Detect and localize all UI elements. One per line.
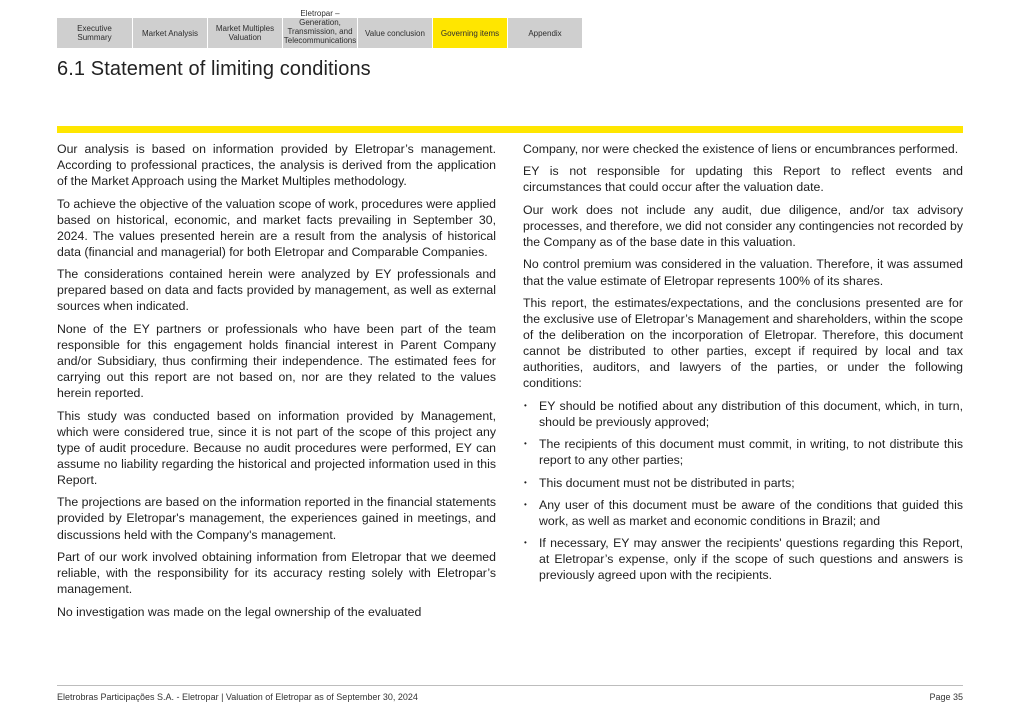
paragraph: To achieve the objective of the valuation scope of work, procedures were applied based on historical, economic, and market facts prevailing in September 30, 2024. The values presented herein are a result from the analysis of historical data (financial and managerial) for both Eletropar and Comparable Companies.: [57, 196, 496, 259]
list-item-text: This document must not be distributed in parts;: [539, 475, 795, 490]
tab-executive-summary[interactable]: Executive Summary: [57, 18, 132, 48]
paragraph: The projections are based on the information reported in the financial statements provided by Eletropar's management, the experiences gained in meetings, and discussions held with the Company's management.: [57, 495, 496, 542]
tab-market-analysis[interactable]: Market Analysis: [133, 18, 207, 48]
paragraph: Part of our work involved obtaining information from Eletropar that we deemed reliable, with the responsibility for its accuracy resting solely with Eletropar’s management.: [57, 549, 496, 597]
footer-text: Eletrobras Participações S.A. - Eletropar | Valuation of Eletropar as of September 30, 2024: [57, 692, 418, 702]
paragraph: This report, the estimates/expectations, and the conclusions presented are for the exclusive use of Eletropar’s Management and shareholders, within the scope of the deliberation on the incorporation of Eletropar. Therefore, this document cannot be distributed to other parties, except if required by local and tax authorities, auditors, and lawyers of the parties, or under the following conditions:: [523, 295, 963, 391]
right-column: [523, 141, 963, 590]
tab-value-conclusion[interactable]: Value conclusion: [358, 18, 432, 48]
bullet-icon: •: [524, 400, 527, 410]
paragraph: EY is not responsible for updating this Report to reflect events and circumstances that could occur after the valuation date.: [523, 164, 963, 195]
paragraph: Company, nor were checked the existence of liens or encumbrances performed.: [523, 142, 959, 156]
tab-governing-items[interactable]: Governing items: [433, 18, 507, 48]
paragraph: Our work does not include any audit, due diligence, and/or tax advisory processes, and therefore, we did not consider any contingencies not recorded by the Company as of the base date in this valuation.: [523, 202, 963, 250]
paragraph: The considerations contained herein were analyzed by EY professionals and prepared based on data and facts provided by management, as well as external sources when indicated.: [57, 267, 496, 314]
paragraph: No investigation was made on the legal ownership of the evaluated: [57, 604, 422, 619]
list-item: [523, 497, 963, 529]
paragraph: This study was conducted based on information provided by Management, which were considered true, since it is not part of the scope of this project any type of audit procedure. Because no audit procedures were performed, EY can assume no liability regarding the historical and projected information used in this Report.: [57, 408, 496, 487]
section-tabs: [57, 9, 582, 48]
conditions-list: [523, 398, 963, 584]
tab-market-multiples-valuation[interactable]: Market Multiples Valuation: [208, 18, 282, 48]
bullet-icon: •: [524, 499, 527, 509]
list-item-text: Any user of this document must be aware of the conditions that guided this work, as well as market and economic conditions in Brazil; and: [539, 497, 963, 528]
tab-appendix[interactable]: Appendix: [508, 18, 582, 48]
tab-eletropar-segments[interactable]: [283, 9, 357, 48]
paragraph: Our analysis is based on information provided by Eletropar’s management. According to professional practices, the analysis is derived from the application of the Market Approach using the Market Multiples methodology.: [57, 142, 496, 189]
list-item-text: EY should be notified about any distribution of this document, which, in turn, should be previously approved;: [539, 398, 963, 429]
bullet-icon: •: [524, 439, 527, 449]
tab-eletropar-segments-label: Eletropar – Generation, Transmission, and Telecommunications: [283, 9, 357, 45]
page-number: Page 35: [929, 692, 963, 702]
footer-divider: [57, 685, 963, 686]
paragraph: None of the EY partners or professionals who have been part of the team responsible for this engagement holds financial interest in Parent Company and/or Subsidiary, thus confirming their independence. The estimated fees for carrying out this report are not based on, nor are they related to the values herein reported.: [57, 321, 496, 401]
list-item: [523, 436, 963, 468]
list-item-text: If necessary, EY may answer the recipients' questions regarding this Report, at Eletropar’s expense, only if the scope of such questions and answers is previously agreed upon with the recipients.: [539, 536, 963, 583]
paragraph: No control premium was considered in the valuation. Therefore, it was assumed that the value estimate of Eletropar represents 100% of its shares.: [523, 257, 963, 288]
bullet-icon: •: [524, 538, 527, 548]
list-item-text: The recipients of this document must commit, in writing, to not distribute this report to any other parties;: [539, 437, 963, 468]
left-column: [57, 141, 496, 626]
list-item: [523, 535, 963, 583]
page-title: 6.1 Statement of limiting conditions: [57, 58, 371, 80]
title-divider: [57, 126, 963, 133]
list-item: [523, 475, 963, 491]
list-item: [523, 398, 963, 430]
bullet-icon: •: [524, 477, 527, 487]
